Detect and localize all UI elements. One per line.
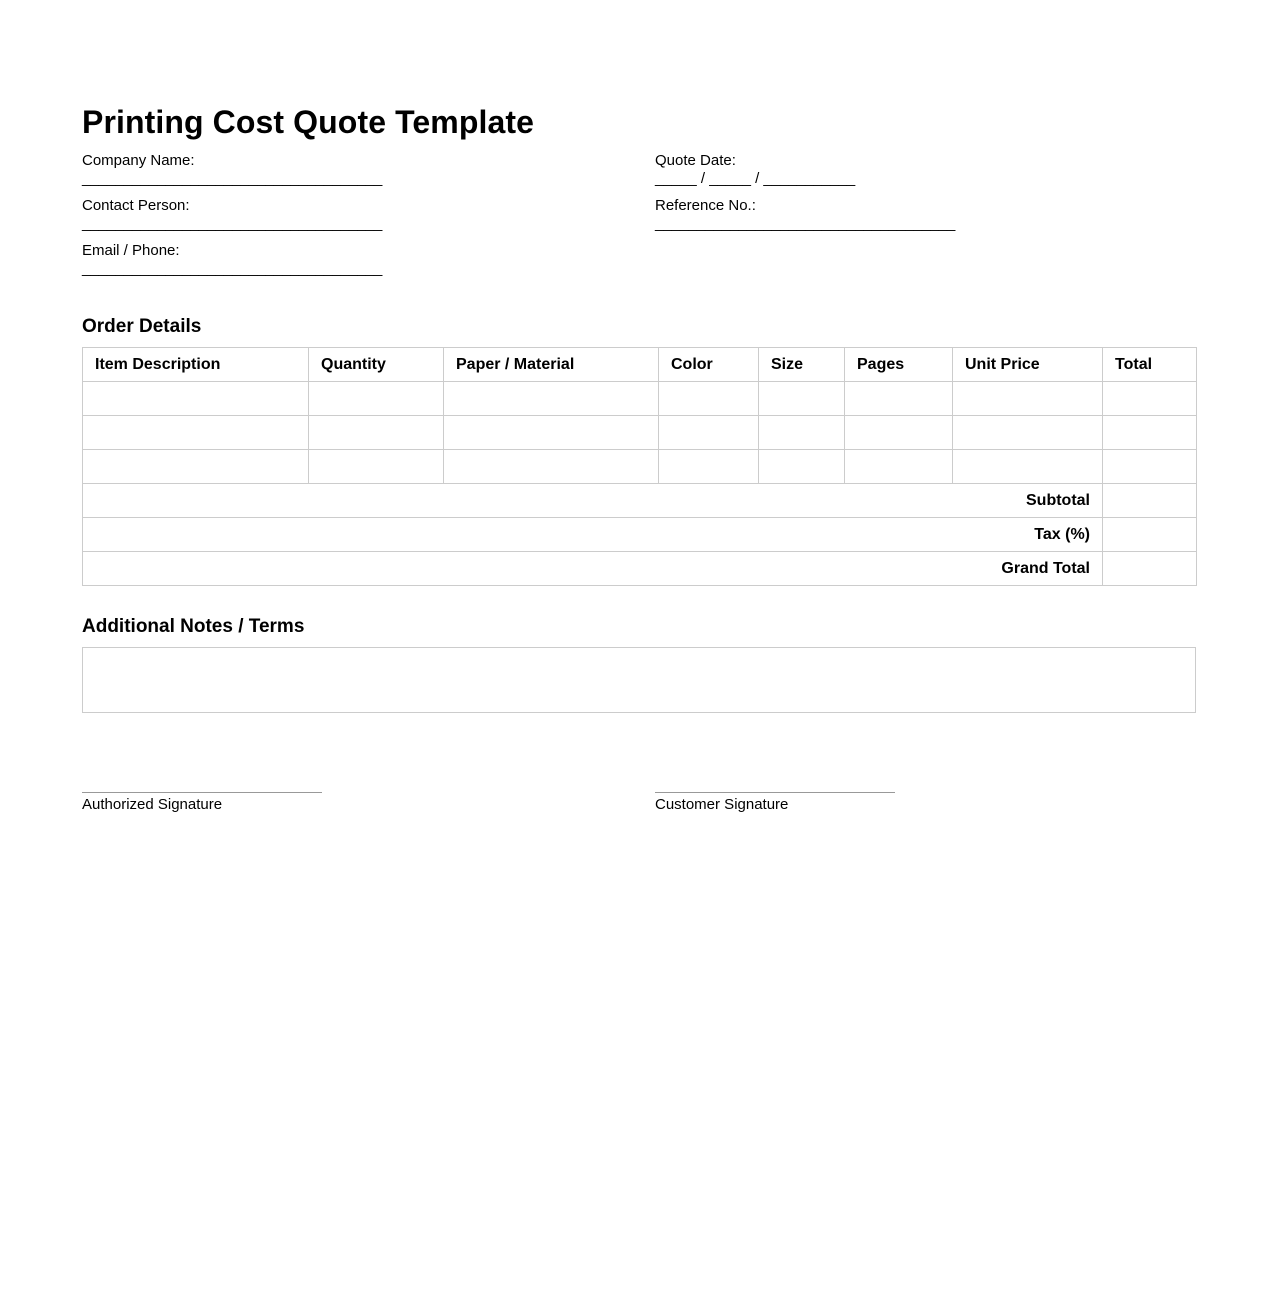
- quantity-cell[interactable]: [309, 416, 444, 450]
- order-details-heading: Order Details: [82, 316, 202, 337]
- company-name-label: Company Name:: [82, 152, 195, 169]
- company-name-field[interactable]: [82, 152, 382, 197]
- table-header-row: [83, 348, 1197, 382]
- grand-total-value-cell[interactable]: [1103, 552, 1197, 586]
- contact-person-label: Contact Person:: [82, 197, 190, 214]
- size-cell[interactable]: [759, 450, 845, 484]
- email-phone-blank[interactable]: ____________________________________: [82, 260, 383, 277]
- email-phone-label: Email / Phone:: [82, 242, 180, 259]
- email-phone-field[interactable]: [82, 242, 382, 287]
- color-cell[interactable]: [659, 416, 759, 450]
- column-header-item-description: Item Description: [83, 348, 309, 382]
- customer-signature-block: [655, 792, 895, 815]
- tax-row: [83, 518, 1197, 552]
- tax-value-cell[interactable]: [1103, 518, 1197, 552]
- total-cell[interactable]: [1103, 450, 1197, 484]
- size-cell[interactable]: [759, 382, 845, 416]
- customer-signature-label: Customer Signature: [655, 796, 789, 813]
- item-description-cell[interactable]: [83, 450, 309, 484]
- table-row: [83, 416, 1197, 450]
- authorized-signature-line[interactable]: [82, 792, 322, 793]
- authorized-signature-label: Authorized Signature: [82, 796, 223, 813]
- pages-cell[interactable]: [845, 450, 953, 484]
- reference-no-blank[interactable]: ____________________________________: [655, 215, 956, 232]
- page-title: Printing Cost Quote Template: [82, 104, 535, 140]
- quote-date-blank[interactable]: _____ / _____ / ___________: [655, 170, 856, 187]
- quote-meta-column: [655, 152, 955, 242]
- reference-no-label: Reference No.:: [655, 197, 756, 214]
- notes-heading: Additional Notes / Terms: [82, 616, 305, 637]
- unit-price-cell[interactable]: [953, 382, 1103, 416]
- total-cell[interactable]: [1103, 416, 1197, 450]
- size-cell[interactable]: [759, 416, 845, 450]
- company-name-blank[interactable]: ____________________________________: [82, 170, 383, 187]
- quote-document: [82, 100, 1196, 813]
- authorized-signature-block: [82, 792, 322, 815]
- reference-no-field[interactable]: [655, 197, 955, 242]
- column-header-paper-material: Paper / Material: [444, 348, 659, 382]
- quantity-cell[interactable]: [309, 450, 444, 484]
- column-header-quantity: Quantity: [309, 348, 444, 382]
- contact-person-field[interactable]: [82, 197, 382, 242]
- column-header-pages: Pages: [845, 348, 953, 382]
- subtotal-label: Subtotal: [83, 484, 1103, 518]
- table-row: [83, 382, 1197, 416]
- pages-cell[interactable]: [845, 416, 953, 450]
- quantity-cell[interactable]: [309, 382, 444, 416]
- item-description-cell[interactable]: [83, 416, 309, 450]
- paper-material-cell[interactable]: [444, 416, 659, 450]
- order-table: [82, 347, 1197, 586]
- column-header-total: Total: [1103, 348, 1197, 382]
- unit-price-cell[interactable]: [953, 450, 1103, 484]
- quote-date-field[interactable]: [655, 152, 955, 197]
- item-description-cell[interactable]: [83, 382, 309, 416]
- total-cell[interactable]: [1103, 382, 1197, 416]
- quote-info-section: [82, 152, 1196, 342]
- unit-price-cell[interactable]: [953, 416, 1103, 450]
- notes-textarea[interactable]: [82, 647, 1196, 713]
- tax-label: Tax (%): [83, 518, 1103, 552]
- column-header-size: Size: [759, 348, 845, 382]
- subtotal-row: [83, 484, 1197, 518]
- paper-material-cell[interactable]: [444, 450, 659, 484]
- color-cell[interactable]: [659, 382, 759, 416]
- color-cell[interactable]: [659, 450, 759, 484]
- quote-date-label: Quote Date:: [655, 152, 736, 169]
- pages-cell[interactable]: [845, 382, 953, 416]
- table-row: [83, 450, 1197, 484]
- subtotal-value-cell[interactable]: [1103, 484, 1197, 518]
- grand-total-label: Grand Total: [83, 552, 1103, 586]
- customer-signature-line[interactable]: [655, 792, 895, 793]
- grand-total-row: [83, 552, 1197, 586]
- column-header-color: Color: [659, 348, 759, 382]
- customer-info-column: [82, 152, 382, 287]
- column-header-unit-price: Unit Price: [953, 348, 1103, 382]
- paper-material-cell[interactable]: [444, 382, 659, 416]
- contact-person-blank[interactable]: ____________________________________: [82, 215, 383, 232]
